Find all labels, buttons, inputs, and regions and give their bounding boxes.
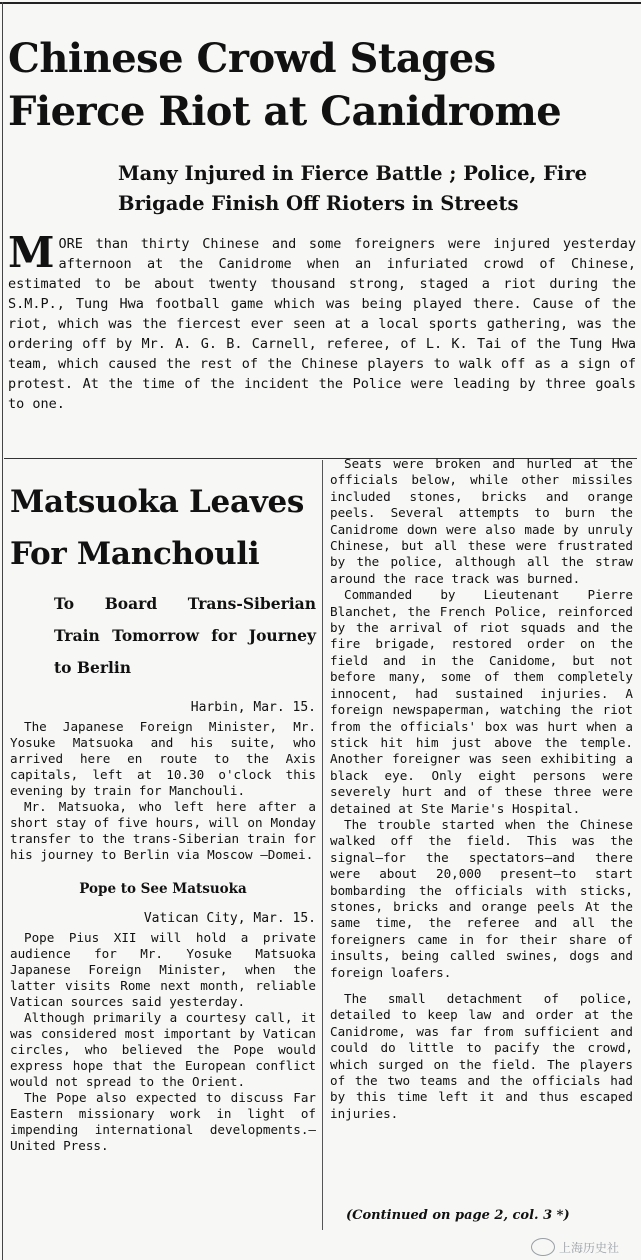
main-lead-paragraph: [8, 228, 636, 414]
pope-paragraph: Pope Pius XII will hold a private audience for Mr. Yosuke Matsuoka Japanese Foreign Minister, when the latter visits Rome next month, reliable Vatican sources said yesterday.: [10, 930, 316, 1009]
matsuoka-body: [10, 719, 316, 863]
main-subhead: Many Injured in Fierce Battle ; Police, Fire Brigade Finish Off Rioters in Streets: [118, 162, 587, 215]
watermark-label: 上海历史社: [558, 1240, 619, 1255]
column-divider: [322, 460, 323, 1230]
matsuoka-paragraph: The Japanese Foreign Minister, Mr. Yosuke Matsuoka and his suite, who arrived here en route to the Axis capitals, left at 10.30 o'clock this evening by train for Manchouli.: [10, 719, 316, 798]
chat-bubble-icon: [531, 1238, 555, 1256]
matsuoka-dateline: Harbin, Mar. 15.: [190, 700, 316, 715]
continuation-paragraph: Commanded by Lieutenant Pierre Blanchet, the French Police, reinforced by the arrival of riot squads and the fire brigade, restored order on the field and in the Canidome, but not before many, some of them completely innocent, had sustained injuries. A foreign newspaperman, watching the riot from the officials' box was hurt when a stick hit him just above the temple. Another foreigner was seen exhibiting a black eye. Only eight persons were severely hurt and of these three were detained at Ste Marie's Hospital.: [330, 587, 633, 816]
matsuoka-deck: To Board Trans-Siberian Train Tomorrow for Journey to Berlin: [54, 594, 316, 677]
matsuoka-headline: Matsuoka Leaves For Manchouli: [10, 484, 305, 572]
watermark: [531, 1238, 619, 1256]
drop-cap: M: [8, 228, 55, 277]
pope-paragraph: Although primarily a courtesy call, it was considered most important by Vatican circles, who believed the Pope would express hope that the European conflict would not spread to the Orient.: [10, 1010, 316, 1089]
pope-headline: Pope to See Matsuoka: [79, 881, 247, 897]
right-column: [330, 456, 633, 1122]
left-rule: [2, 2, 3, 1260]
left-column: [10, 476, 316, 1154]
top-rule: [0, 2, 641, 4]
continuation-paragraph: Seats were broken and hurled at the officials below, while other missiles included stones, bricks and orange peels. Several attempts to burn the Canidrome down were also made by unruly Chinese, but all these were frustrated by the police, although all the straw around the race track was burned.: [330, 456, 633, 586]
pope-body: [10, 930, 316, 1154]
matsuoka-paragraph: Mr. Matsuoka, who left here after a short stay of five hours, will on Monday transfer to the trans-Siberian train for his journey to Berlin via Moscow —Domei.: [10, 799, 316, 862]
pope-dateline: Vatican City, Mar. 15.: [143, 911, 316, 926]
main-headline: Chinese Crowd Stages Fierce Riot at Canidrome: [8, 35, 562, 135]
lead-text: ORE than thirty Chinese and some foreigners were injured yesterday afternoon at the Canidrome when an infuriated crowd of Chinese, estimated to be about twenty thousand strong, staged a riot during the S.M.P., Tung Hwa football game which was being played there. Cause of the riot, which was the fiercest ever seen at a local sports gathering, was the ordering off by Mr. A. G. B. Carnell, referee, of L. K. Tai of the Tung Hwa team, which caused the rest of the Chinese players to walk off as a sign of protest. At the time of the incident the Police were leading by three goals to one.: [8, 236, 636, 412]
continuation-paragraph: The small detachment of police, detailed to keep law and order at the Canidrome, was far from sufficient and could do little to pacify the crowd, which surged on the field. The players of the two teams and the officials had by this time left it and thus escaped injuries.: [330, 991, 633, 1121]
continued-note: (Continued on page 2, col. 3 *): [346, 1208, 570, 1223]
pope-paragraph: The Pope also expected to discuss Far Eastern missionary work in light of impending international developments.—United Press.: [10, 1090, 316, 1153]
continuation-paragraph: The trouble started when the Chinese walked off the field. This was the signal—for the spectators—and there were about 20,000 present—to start bombarding the officials with sticks, stones, bricks and orange peels At the same time, the referee and all the foreigners came in for their share of insults, being called swines, dogs and foreign loafers.: [330, 816, 633, 980]
continuation-body: [330, 456, 633, 1122]
